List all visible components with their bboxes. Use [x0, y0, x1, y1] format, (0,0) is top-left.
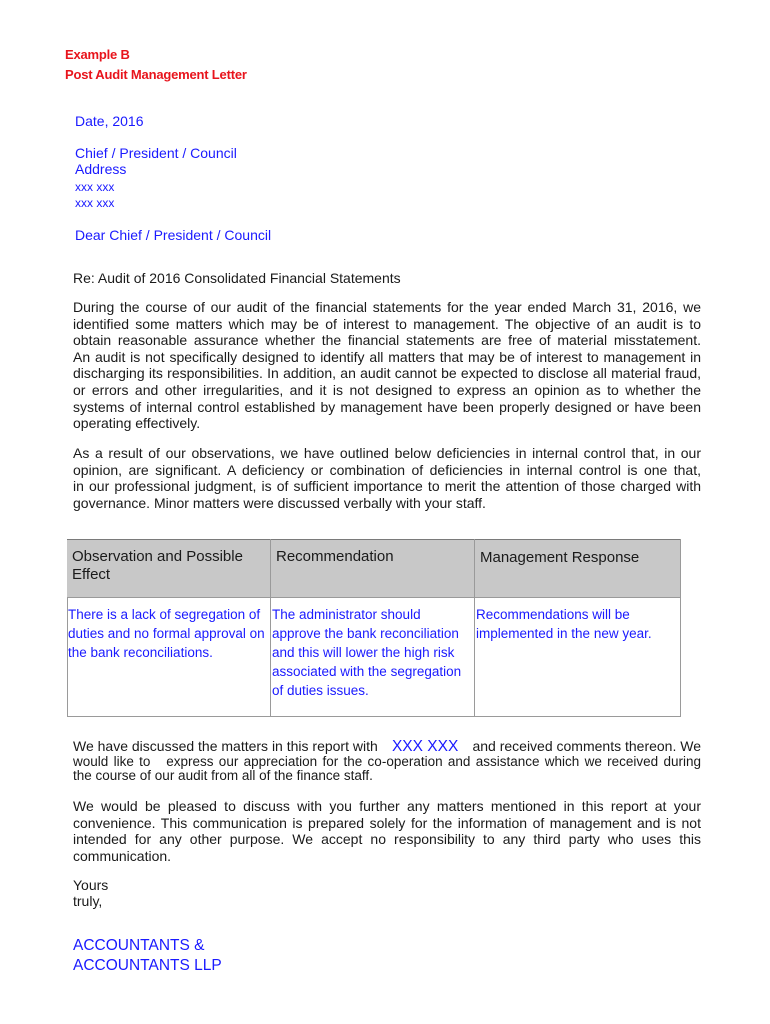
closing-line-2: truly, — [73, 893, 103, 909]
cell-line: and this will lower the high risk — [272, 645, 455, 660]
cell-line: the bank reconciliations. — [68, 645, 213, 660]
example-label: Example B — [65, 47, 130, 62]
text-line: convenience. This communication is prepared solely for the information of management and is not — [73, 814, 701, 831]
closing-line-1: Yours — [73, 877, 109, 893]
cell-line: Recommendations will be — [476, 607, 630, 622]
table-border-top — [67, 539, 681, 540]
header-management-response: Management Response — [480, 549, 640, 566]
header-recommendation: Recommendation — [276, 548, 394, 565]
text-line: As a result of our observations, we have outlined below deficiencies in internal control that, in our — [73, 445, 701, 461]
cell-line: associated with the segregation — [272, 664, 462, 679]
document-title: Post Audit Management Letter — [65, 67, 247, 82]
paragraph-deficiencies — [73, 445, 701, 511]
text-line — [73, 738, 701, 755]
header-observation: Observation and Possible — [72, 548, 243, 565]
cell-line: implemented in the new year. — [476, 626, 652, 641]
text-line: An audit is not specifically designed to identify all matters that may be of interest to management in — [73, 348, 701, 365]
signature-firm-line-2: ACCOUNTANTS LLP — [73, 957, 222, 974]
cell-line: of duties issues. — [272, 683, 369, 698]
text-line: identified some matters which may be of interest to management. The objective of an audit is to — [73, 315, 701, 332]
text-line: obtain reasonable assurance whether the financial statements are free of material misstatement. — [73, 332, 701, 349]
cell-management-response — [476, 605, 652, 643]
table-col-divider-1 — [270, 539, 271, 717]
text-line: intended for any other purpose. We accept no responsibility to any third party who uses this — [73, 831, 701, 848]
text-line: operating effectively. — [73, 415, 201, 432]
cell-line: approve the bank reconciliation — [272, 626, 459, 641]
contact-name: XXX XXX — [391, 738, 459, 755]
text-line: communication. — [73, 847, 172, 864]
table-header-row — [67, 539, 680, 597]
cell-line: The administrator should — [272, 607, 421, 622]
findings-table — [67, 539, 681, 717]
recipient-address: Address — [75, 161, 127, 177]
text-line: or errors and other irregularities, and it is not designed to express an opinion as to whether the — [73, 381, 701, 398]
text-line: We would be pleased to discuss with you further any matters mentioned in this report at your — [73, 798, 701, 814]
text-line: would like to express our appreciation for the co-operation and assistance which we received during — [73, 754, 701, 769]
table-border-right — [680, 539, 681, 717]
paragraph-scope — [73, 299, 701, 432]
text-segment: We have discussed the matters in this report with — [73, 738, 378, 754]
recipient-address-line-2: xxx xxx — [75, 196, 115, 210]
text-line: in our professional judgment, is of sufficient importance to merit the attention of those charged with — [73, 478, 701, 495]
cell-observation — [68, 605, 265, 662]
text-segment: and received comments thereon. We — [472, 738, 701, 754]
text-line: governance. Minor matters were discussed verbally with your staff. — [73, 494, 486, 511]
table-border-bottom — [67, 716, 681, 717]
paragraph-discussion — [73, 738, 701, 783]
signature-firm-line-1: ACCOUNTANTS & — [73, 937, 205, 954]
text-line: systems of internal control established by management have been properly designed or have been — [73, 398, 701, 415]
text-line: discharging its responsibilities. In addition, an audit cannot be expected to disclose all material fraud, — [73, 365, 701, 382]
cell-line: There is a lack of segregation of — [68, 607, 261, 622]
text-line: During the course of our audit of the financial statements for the year ended March 31, 2016, we — [73, 299, 701, 315]
text-line: opinion, are significant. A deficiency or combination of deficiencies in internal control is one that, — [73, 461, 701, 478]
paragraph-further-discussion — [73, 798, 701, 864]
table-header-divider — [67, 597, 681, 598]
cell-recommendation — [272, 605, 461, 700]
subject-line: Re: Audit of 2016 Consolidated Financial Statements — [73, 270, 401, 286]
recipient-name: Chief / President / Council — [75, 145, 237, 161]
cell-line: duties and no formal approval on — [68, 626, 265, 641]
letter-date: Date, 2016 — [75, 113, 144, 129]
salutation: Dear Chief / President / Council — [75, 227, 272, 243]
table-col-divider-2 — [474, 539, 475, 717]
text-line: the course of our audit from all of the finance staff. — [73, 768, 373, 783]
header-observation-cont: Effect — [72, 566, 111, 583]
recipient-address-line-1: xxx xxx — [75, 180, 115, 194]
